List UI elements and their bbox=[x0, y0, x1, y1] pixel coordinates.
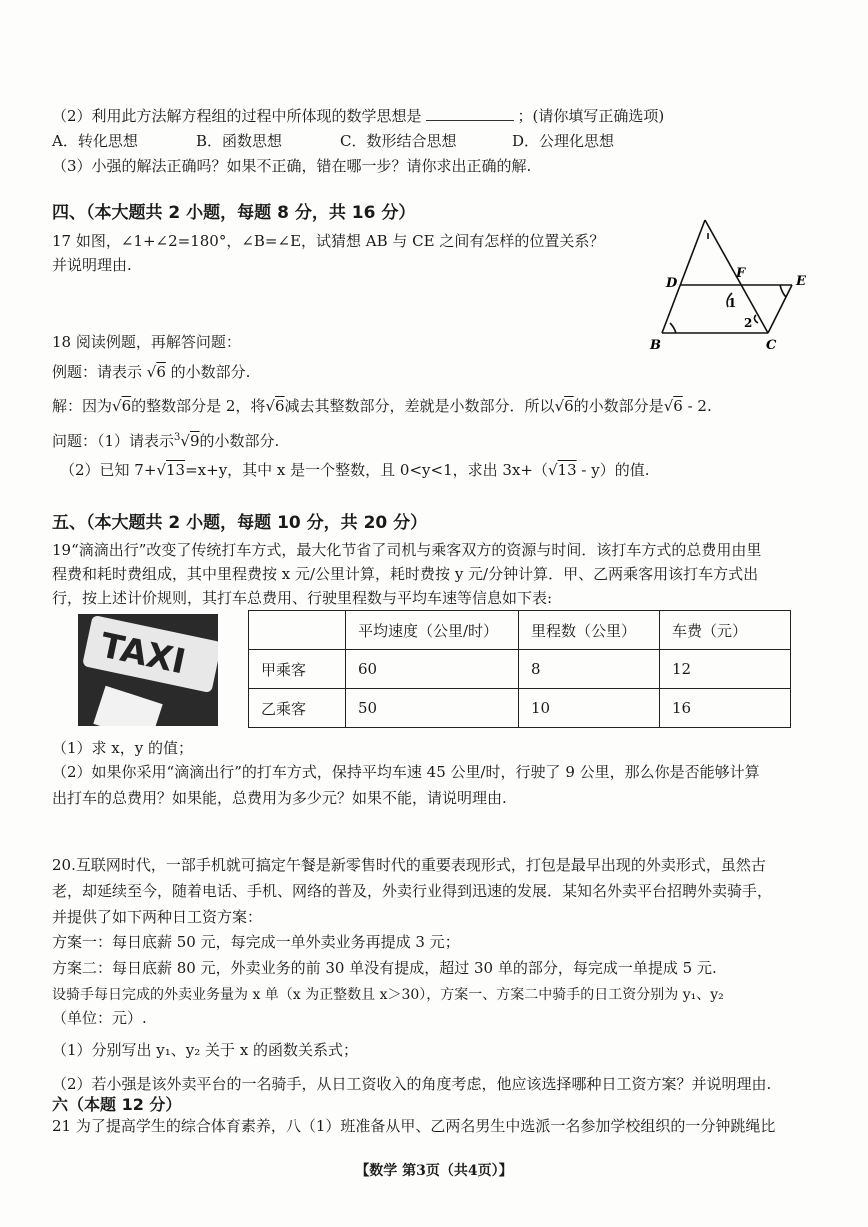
table-header-cell: 车费（元） bbox=[660, 611, 791, 650]
option-b: B．函数思想 bbox=[196, 132, 283, 150]
q19-line2: 程费和耗时费组成，其中里程费按 x 元/公里计算，耗时费按 y 元/分钟计算．甲、乙两乘客用该打车方式出 bbox=[52, 565, 759, 583]
q18-question2: （2）已知 7+√13=x+y，其中 x 是一个整数，且 0<y<1，求出 3x+（√13 - y）的值. bbox=[60, 461, 650, 479]
table-cell: 甲乘客 bbox=[249, 650, 346, 689]
q20-part2: （2）若小强是该外卖平台的一名骑手，从日工资收入的角度考虑，他应该选择哪种日工资方案？并说明理由. bbox=[52, 1075, 772, 1093]
q18-title: 18 阅读例题，再解答问题： bbox=[52, 333, 241, 351]
q20-line3: 并提供了如下两种日工资方案： bbox=[52, 908, 263, 926]
q19-line3: 行，按上述计价规则，其打车总费用、行驶里程数与平均车速等信息如下表: bbox=[52, 589, 553, 607]
page-footer: 【数学 第3页（共4页）】 bbox=[355, 1163, 513, 1179]
label-angle-1: 1 bbox=[728, 296, 737, 310]
label-d: D bbox=[666, 276, 678, 291]
label-f: F bbox=[736, 266, 746, 281]
q16-part2: （2）利用此方法解方程组的过程中所体现的数学思想是 ；(请你填写正确选项) bbox=[52, 107, 665, 125]
option-c: C．数形结合思想 bbox=[340, 132, 457, 150]
q17-line1: 17 如图，∠1+∠2=180°，∠B=∠E，试猜想 AB 与 CE 之间有怎样的位置关系？ bbox=[52, 232, 605, 250]
q20-part1: （1）分别写出 y₁、y₂ 关于 x 的函数关系式； bbox=[52, 1041, 359, 1059]
fare-table bbox=[248, 610, 791, 728]
table-header-row bbox=[249, 611, 791, 650]
q19-part2b: 出打车的总费用？如果能，总费用为多少元？如果不能，请说明理由. bbox=[52, 789, 507, 807]
q21-text: 21 为了提高学生的综合体育素养，八（1）班准备从甲、乙两名男生中选派一名参加学校组织的一分钟跳绳比 bbox=[52, 1117, 776, 1135]
table-cell: 60 bbox=[346, 650, 519, 689]
geometry-figure bbox=[640, 215, 820, 355]
table-row bbox=[249, 689, 791, 728]
taxi-sign-text: TAXI bbox=[96, 625, 189, 683]
table-header-cell: 里程数（公里） bbox=[519, 611, 660, 650]
q16-part3: （3）小强的解法正确吗？如果不正确，错在哪一步？请你求出正确的解. bbox=[52, 157, 532, 175]
q18-solution: 解：因为√6的整数部分是 2，将√6减去其整数部分，差就是小数部分．所以√6的小数部分是√6 - 2. bbox=[52, 397, 712, 415]
table-cell: 10 bbox=[519, 689, 660, 728]
label-e: E bbox=[796, 274, 806, 289]
q20-plan1: 方案一：每日底薪 50 元，每完成一单外卖业务再提成 3 元； bbox=[52, 933, 460, 951]
section6-heading: 六（本题 12 分） bbox=[52, 1095, 182, 1114]
section4-heading: 四、（本大题共 2 小题，每题 8 分，共 16 分） bbox=[52, 203, 416, 223]
label-b: B bbox=[650, 338, 661, 353]
q19-part2a: （2）如果你采用“滴滴出行”的打车方式，保持平均车速 45 公里/时，行驶了 9 公里，那么你是否能够计算 bbox=[52, 763, 760, 781]
table-cell: 8 bbox=[519, 650, 660, 689]
q18-question1: 问题：（1）请表示$^3$√9的小数部分. bbox=[52, 432, 280, 450]
q17-line2: 并说明理由. bbox=[52, 256, 132, 274]
label-angle-2: 2 bbox=[744, 316, 753, 330]
table-cell: 50 bbox=[346, 689, 519, 728]
q20-line1: 20.互联网时代，一部手机就可搞定午餐是新零售时代的重要表现形式，打包是最早出现的外卖形式，虽然古 bbox=[52, 856, 766, 874]
q19-line1: 19“滴滴出行”改变了传统打车方式，最大化节省了司机与乘客双方的资源与时间．该打车方式的总费用由里 bbox=[52, 541, 762, 559]
option-a: A．转化思想 bbox=[52, 132, 138, 150]
table-header-cell bbox=[249, 611, 346, 650]
table-row bbox=[249, 650, 791, 689]
section5-heading: 五、（本大题共 2 小题，每题 10 分，共 20 分） bbox=[52, 513, 428, 533]
q20-setup2: （单位：元）. bbox=[52, 1009, 147, 1027]
q18-example: 例题：请表示 √6 的小数部分. bbox=[52, 363, 251, 381]
line-ce bbox=[768, 285, 792, 333]
q20-setup1: 设骑手每日完成的外卖业务量为 x 单（x 为正整数且 x＞30），方案一、方案二中骑手的日工资分别为 y₁、y₂ bbox=[52, 987, 724, 1003]
table-header-cell: 平均速度（公里/时） bbox=[346, 611, 519, 650]
table-cell: 16 bbox=[660, 689, 791, 728]
option-d: D．公理化思想 bbox=[512, 132, 615, 150]
taxi-photo bbox=[78, 614, 218, 726]
table-cell: 12 bbox=[660, 650, 791, 689]
label-c: C bbox=[766, 338, 777, 353]
q20-line2: 老，却延续至今，随着电话、手机、网络的普及，外卖行业得到迅速的发展．某知名外卖平台招聘外卖骑手， bbox=[52, 882, 773, 900]
q20-plan2: 方案二：每日底薪 80 元，外卖业务的前 30 单没有提成，超过 30 单的部分，每完成一单提成 5 元. bbox=[52, 959, 717, 977]
table-cell: 乙乘客 bbox=[249, 689, 346, 728]
q19-part1: （1）求 x，y 的值； bbox=[52, 739, 194, 757]
